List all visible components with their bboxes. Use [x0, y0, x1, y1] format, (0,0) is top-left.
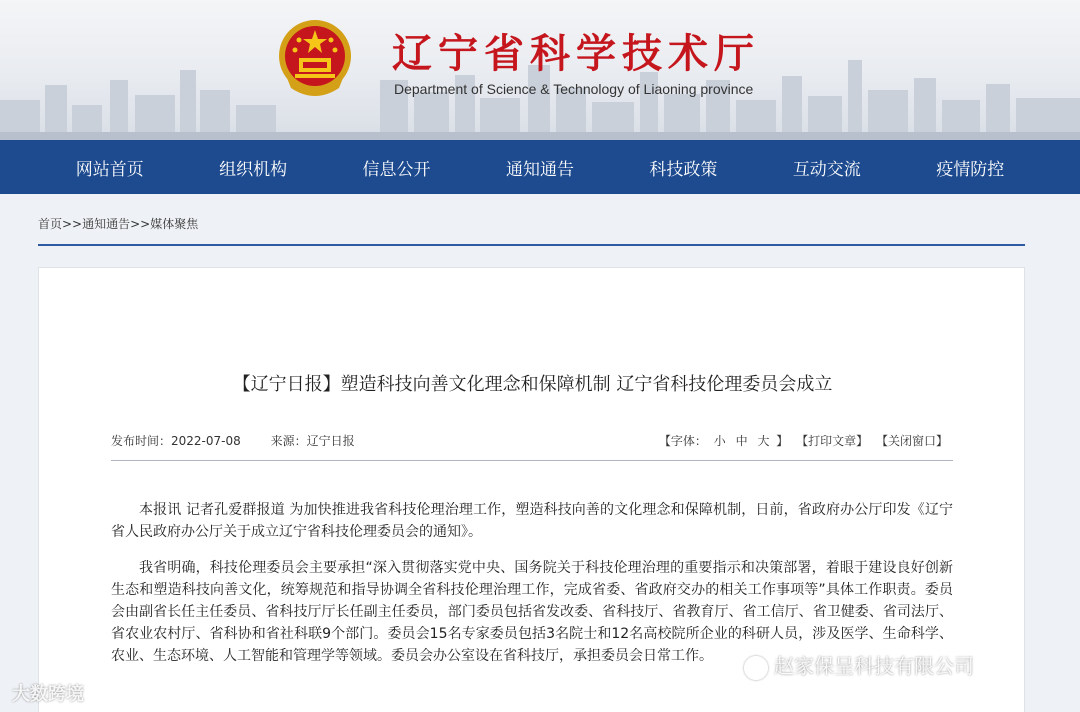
header-banner	[0, 0, 1080, 140]
watermark-left-text: 大数跨境	[12, 684, 84, 705]
publish-date: 发布时间：2022-07-08	[111, 434, 241, 448]
font-small-button[interactable]: 小	[713, 434, 726, 448]
wechat-icon	[744, 656, 768, 680]
nav-item-epidemic[interactable]: 疫情防控	[936, 159, 1005, 180]
nav-item-notices[interactable]: 通知通告	[505, 159, 574, 180]
breadcrumb-divider	[38, 244, 1025, 246]
font-medium-button[interactable]: 中	[735, 434, 748, 448]
font-size-label: 【字体：	[658, 434, 707, 448]
article-source: 来源：辽宁日报	[270, 434, 355, 448]
font-size-close: 】	[776, 434, 789, 448]
nav-item-home[interactable]: 网站首页	[75, 159, 144, 180]
nav-item-policy[interactable]: 科技政策	[649, 159, 718, 180]
nav-item-organization[interactable]: 组织机构	[219, 159, 288, 180]
breadcrumb[interactable]: 首页>>通知通告>>媒体聚焦	[38, 217, 199, 231]
main-nav	[0, 140, 1080, 194]
article-meta	[111, 432, 381, 449]
article-paragraph: 本报讯 记者孔爱群报道 为加快推进我省科技伦理治理工作，塑造科技向善的文化理念和保障机制，日前，省政府办公厅印发《辽宁省人民政府办公厅关于成立辽宁省科技伦理委员会的通知》。	[111, 502, 953, 540]
article-panel	[38, 267, 1025, 712]
site-subtitle: Department of Science & Technology of Liaoning province	[394, 81, 754, 97]
site-title: 辽宁省科学技术厅	[392, 30, 760, 77]
article-title: 【辽宁日报】塑造科技向善文化理念和保障机制 辽宁省科技伦理委员会成立	[232, 374, 833, 395]
article-paragraph: 我省明确，科技伦理委员会主要承担“深入贯彻落实党中央、国务院关于科技伦理治理的重要指示和决策部署，着眼于建设良好创新生态和塑造科技向善文化，统筹规范和指导协调全省科技伦理治理工作，完成省委、省政府交办的相关工作事项等”具体工作职责。委员会由副省长任主任委员、省科技厅厅长任副主任委员，部门委员包括省发改委、省科技厅、省教育厅、省工信厅、省卫健委、省司法厅、省农业农村厅、省科协和省社科联9个部门。委员会15名专家委员包括3名院士和12名高校院所企业的科研人员，涉及医学、生命科学、农业、生态环境、人工智能和管理学等领域。委员会办公室设在省科技厅，承担委员会日常工作。	[111, 560, 953, 664]
print-article-button[interactable]: 【打印文章】	[796, 434, 869, 448]
close-window-button[interactable]: 【关闭窗口】	[875, 434, 948, 448]
national-emblem-icon	[277, 18, 353, 100]
nav-item-interaction[interactable]: 互动交流	[792, 159, 861, 180]
font-large-button[interactable]: 大	[757, 434, 770, 448]
watermark-left	[12, 680, 84, 706]
watermark-right	[744, 650, 974, 680]
nav-item-information[interactable]: 信息公开	[362, 159, 431, 180]
watermark-right-text: 赵家保呈科技有限公司	[774, 654, 974, 678]
meta-divider	[111, 460, 953, 461]
article-tools	[659, 432, 948, 449]
